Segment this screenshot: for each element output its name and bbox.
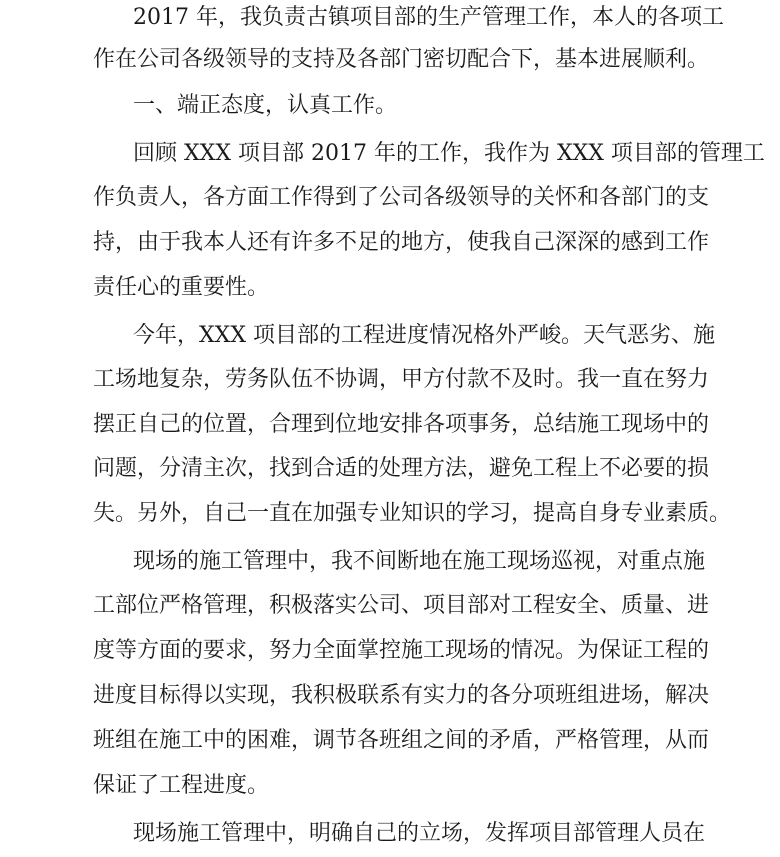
paragraph-review-line-3: 持，由于我本人还有许多不足的地方，使我自己深深的感到工作 <box>93 230 710 255</box>
paragraph-review-line-4: 责任心的重要性。 <box>93 275 270 300</box>
paragraph-site-line-4: 进度目标得以实现，我积极联系有实力的各分项班组进场，解决 <box>93 683 710 708</box>
paragraph-position-line-1: 现场施工管理中，明确自己的立场，发挥项目部管理人员在 <box>133 821 706 846</box>
paragraph-review-line-1: 回顾 XXX 项目部 2017 年的工作，我作为 XXX 项目部的管理工 <box>133 141 765 166</box>
paragraph-progress-line-2: 工场地复杂，劳务队伍不协调，甲方付款不及时。我一直在努力 <box>93 367 710 392</box>
paragraph-site-line-3: 度等方面的要求，努力全面掌控施工现场的情况。为保证工程的 <box>93 638 710 663</box>
paragraph-progress-line-5: 失。另外，自己一直在加强专业知识的学习，提高自身专业素质。 <box>93 501 732 526</box>
paragraph-site-line-6: 保证了工程进度。 <box>93 773 270 798</box>
paragraph-review-line-2: 作负责人，各方面工作得到了公司各级领导的关怀和各部门的支 <box>93 185 710 210</box>
paragraph-site-line-5: 班组在施工中的困难，调节各班组之间的矛盾，严格管理，从而 <box>93 728 710 753</box>
paragraph-intro-line-2: 作在公司各级领导的支持及各部门密切配合下，基本进展顺利。 <box>93 47 710 72</box>
paragraph-site-line-2: 工部位严格管理，积极落实公司、项目部对工程安全、质量、进 <box>93 593 710 618</box>
paragraph-intro-line-1: 2017 年，我负责古镇项目部的生产管理工作，本人的各项工 <box>133 5 724 30</box>
paragraph-progress-line-1: 今年，XXX 项目部的工程进度情况格外严峻。天气恶劣、施 <box>133 323 715 348</box>
paragraph-progress-line-4: 问题，分清主次，找到合适的处理方法，避免工程上不必要的损 <box>93 456 710 481</box>
paragraph-progress-line-3: 摆正自己的位置，合理到位地安排各项事务，总结施工现场中的 <box>93 412 710 437</box>
section-heading-1: 一、端正态度，认真工作。 <box>133 93 398 118</box>
paragraph-site-line-1: 现场的施工管理中，我不间断地在施工现场巡视，对重点施 <box>133 549 706 574</box>
